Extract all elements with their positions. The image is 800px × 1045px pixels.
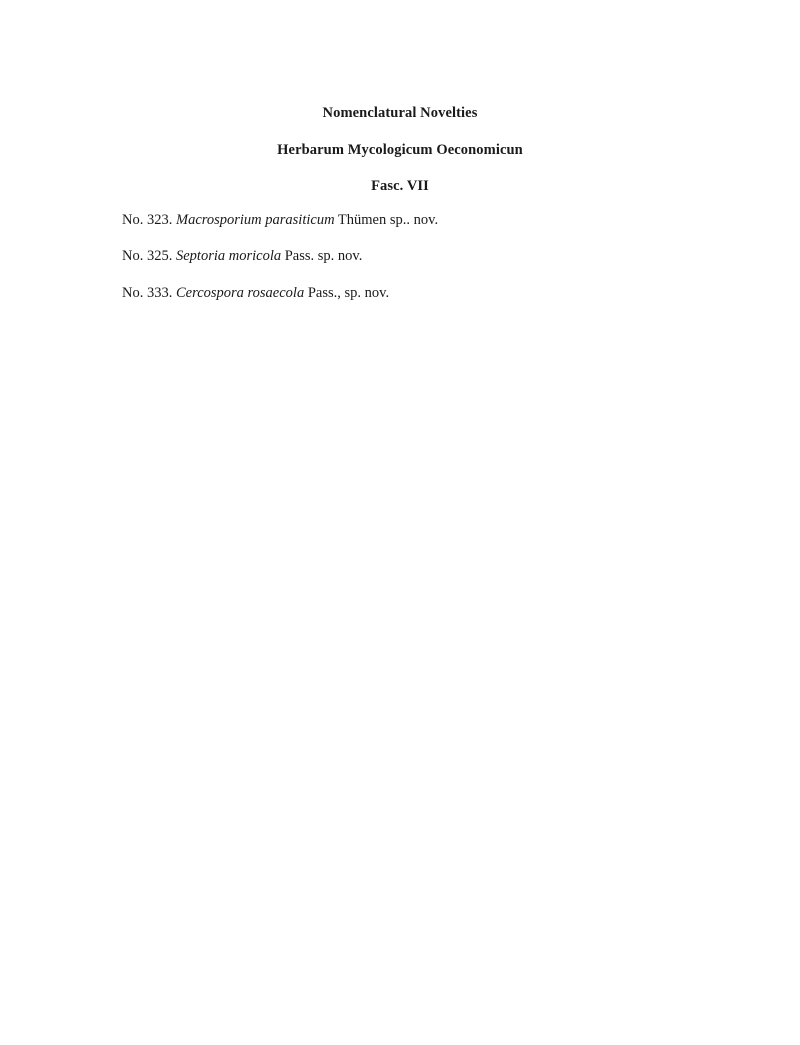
entry-number: No. 325. (122, 248, 173, 264)
entry-number: No. 333. (122, 285, 173, 301)
document-subtitle: Herbarum Mycologicum Oeconomicun (277, 142, 523, 158)
entry-taxon: Cercospora rosaecola (175, 285, 305, 301)
entry-authority: Pass. sp. nov. (284, 248, 363, 264)
entry-authority: Pass., sp. nov. (307, 285, 390, 301)
list-item (122, 285, 389, 302)
entry-number: No. 323. (122, 212, 173, 228)
entry-taxon: Septoria moricola (175, 248, 282, 264)
document-title: Nomenclatural Novelties (322, 105, 478, 121)
list-item (122, 248, 362, 265)
entry-taxon: Macrosporium parasiticum (175, 212, 335, 228)
list-item (122, 212, 438, 229)
fascicle-label: Fasc. VII (371, 178, 429, 194)
entry-authority: Thümen sp.. nov. (337, 212, 439, 228)
